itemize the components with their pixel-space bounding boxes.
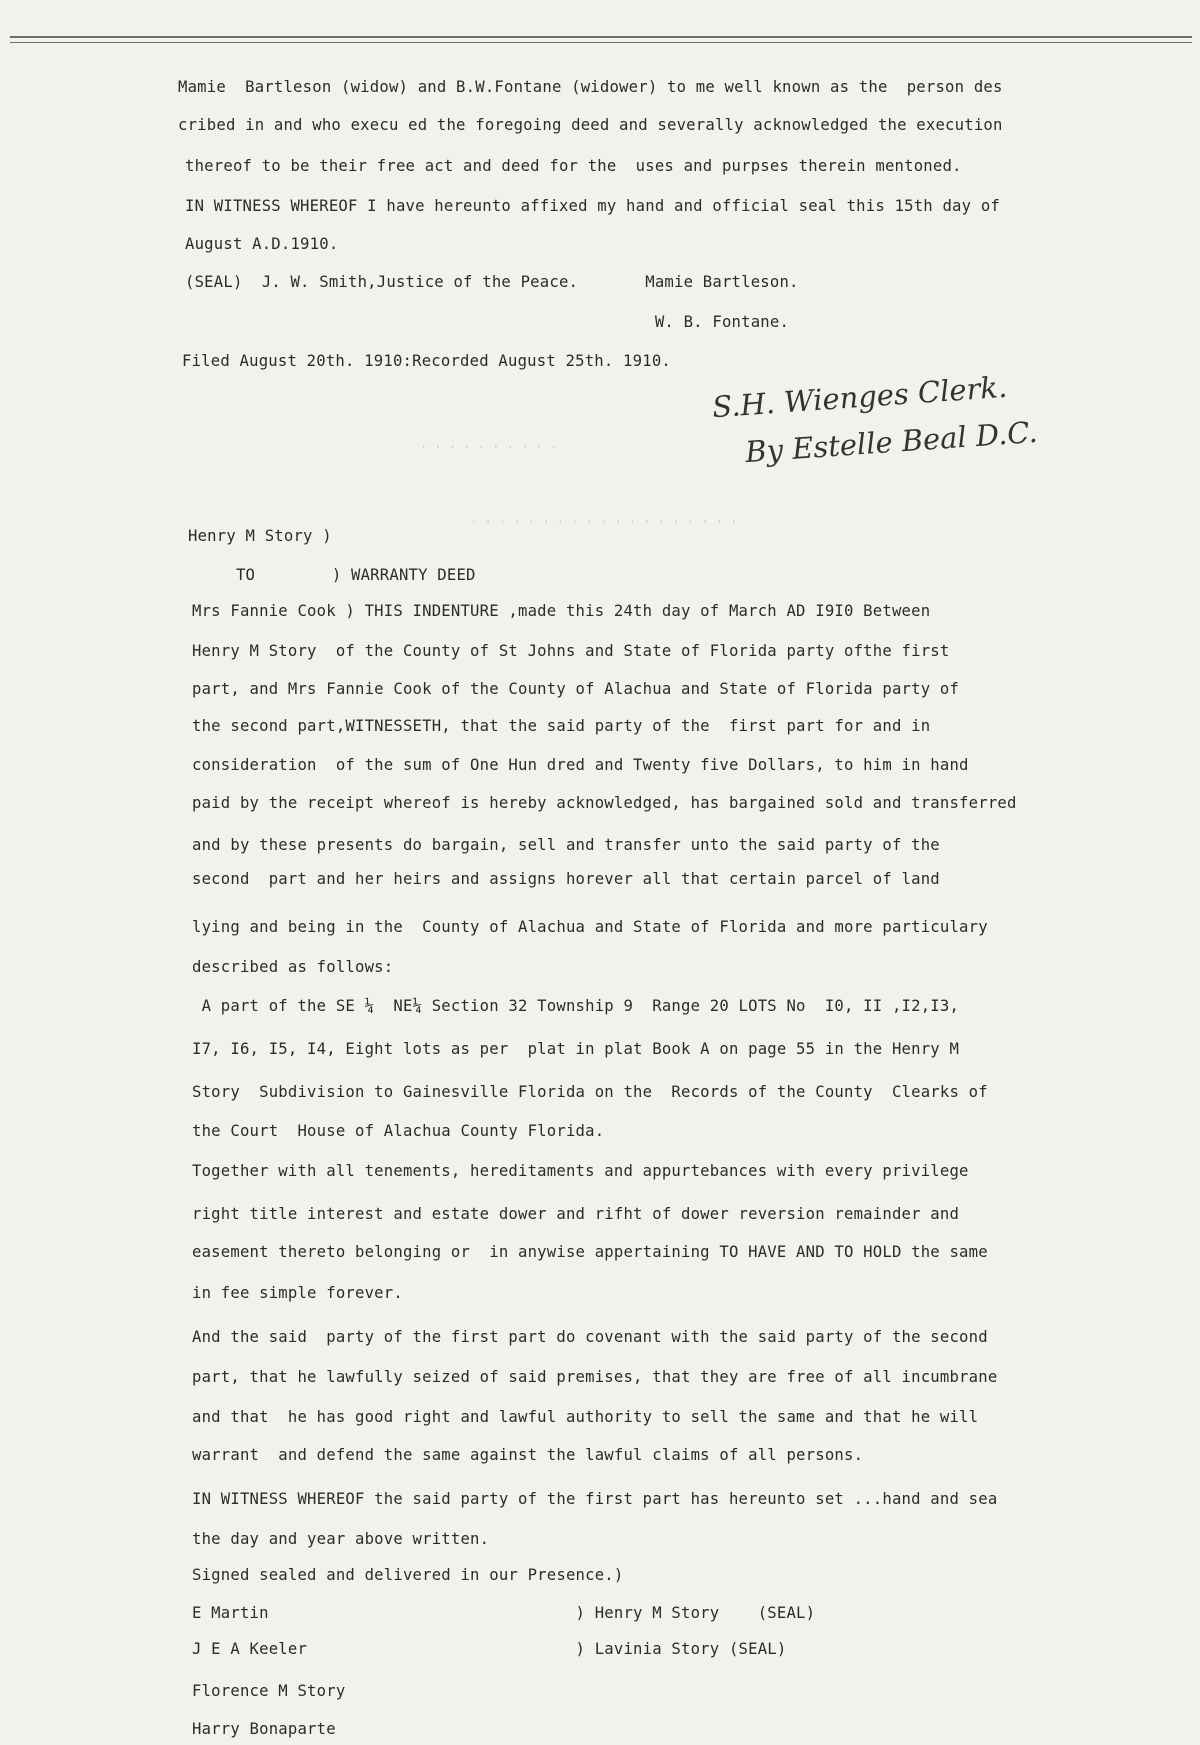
deed-line: part, and Mrs Fannie Cook of the County of Alachua and State of Florida party of (192, 680, 960, 698)
witness-signature-line: J E A Keeler ) Lavinia Story (SEAL) (192, 1640, 787, 1658)
deed-line: second part and her heirs and assigns horever all that certain parcel of land (192, 870, 940, 888)
deed-line: described as follows: (192, 958, 394, 976)
deed-line: the day and year above written. (192, 1530, 490, 1548)
ack-signature-line: (SEAL) J. W. Smith,Justice of the Peace. Mamie Bartleson. (185, 273, 799, 291)
deed-line: Signed sealed and delivered in our Presence.) (192, 1566, 624, 1584)
ack-line: cribed in and who execu ed the foregoing deed and severally acknowledged the execution (178, 116, 1003, 134)
ack-line: August A.D.1910. (185, 235, 339, 253)
deed-line: Mrs Fannie Cook ) THIS INDENTURE ,made this 24th day of March AD I9I0 Between (192, 602, 931, 620)
header-rule-thin (10, 42, 1192, 43)
deed-line: IN WITNESS WHEREOF the said party of the first part has hereunto set ...hand and sea (192, 1490, 998, 1508)
deed-line: part, that he lawfully seized of said premises, that they are free of all incumbrane (192, 1368, 998, 1386)
ack-signature-line: W. B. Fontane. (185, 313, 790, 331)
deed-line: lying and being in the County of Alachua and State of Florida and more particulary (192, 918, 988, 936)
deed-line: the second part,WITNESSETH, that the said party of the first part for and in (192, 717, 931, 735)
ack-line: Mamie Bartleson (widow) and B.W.Fontane (widower) to me well known as the person des (178, 78, 1003, 96)
bleed-through-mark: · · · · · · · · · · (420, 440, 558, 454)
ack-line: thereof to be their free act and deed for the uses and purpses therein mentoned. (185, 157, 962, 175)
deed-line: Henry M Story ) (188, 527, 332, 545)
deed-line: warrant and defend the same against the lawful claims of all persons. (192, 1446, 864, 1464)
header-rule (10, 36, 1192, 38)
deed-line: I7, I6, I5, I4, Eight lots as per plat in plat Book A on page 55 in the Henry M (192, 1040, 960, 1058)
deed-line: A part of the SE ¼ NE¼ Section 32 Township 9 Range 20 LOTS No I0, II ,I2,I3, (192, 997, 960, 1015)
deed-line: paid by the receipt whereof is hereby acknowledged, has bargained sold and transferred (192, 794, 1017, 812)
clerk-signature-line: S.H. Wienges Clerk. (711, 369, 1009, 425)
deed-line: Together with all tenements, hereditaments and appurtebances with every privilege (192, 1162, 969, 1180)
deed-line: and that he has good right and lawful authority to sell the same and that he will (192, 1408, 979, 1426)
deputy-signature-line: By Estelle Beal D.C. (744, 414, 1039, 470)
deed-line: easement thereto belonging or in anywise appertaining TO HAVE AND TO HOLD the same (192, 1243, 988, 1261)
witness-signature-line: E Martin ) Henry M Story (SEAL) (192, 1604, 816, 1622)
deed-line: Henry M Story of the County of St Johns and State of Florida party ofthe first (192, 642, 950, 660)
deed-line: right title interest and estate dower and rifht of dower reversion remainder and (192, 1205, 960, 1223)
deed-line: and by these presents do bargain, sell and transfer unto the said party of the (192, 836, 940, 854)
deed-line: in fee simple forever. (192, 1284, 403, 1302)
deed-line: the Court House of Alachua County Florida. (192, 1122, 605, 1140)
deed-line: And the said party of the first part do covenant with the said party of the second (192, 1328, 988, 1346)
deed-line: Story Subdivision to Gainesville Florida on the Records of the County Clearks of (192, 1083, 988, 1101)
deed-line: TO ) WARRANTY DEED (188, 566, 476, 584)
ack-line: IN WITNESS WHEREOF I have hereunto affixed my hand and official seal this 15th day of (185, 197, 1000, 215)
filed-recorded-line: Filed August 20th. 1910:Recorded August 25th. 1910. (182, 352, 671, 370)
witness-line: Florence M Story (192, 1682, 346, 1700)
witness-line: Harry Bonaparte (192, 1720, 336, 1738)
deed-line: consideration of the sum of One Hun dred and Twenty five Dollars, to him in hand (192, 756, 969, 774)
bleed-through-mark: · · · · · · · · · · · · · · · · · · · (470, 515, 738, 529)
